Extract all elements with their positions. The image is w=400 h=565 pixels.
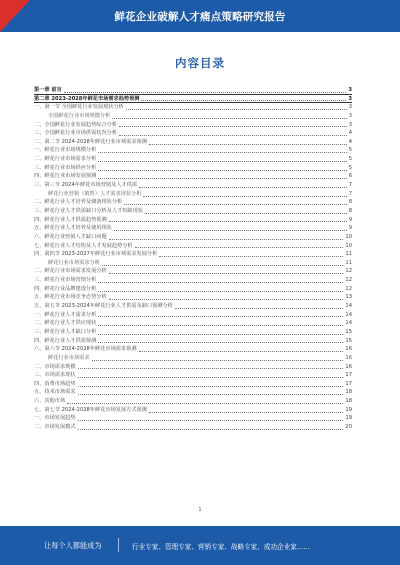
toc-entry-label: 六、其他市场 xyxy=(34,398,66,405)
toc-entry-label: 二、鲜花行业市场需求发展分析 xyxy=(34,268,107,275)
toc-entry-page: 20 xyxy=(345,423,352,430)
toc-entry-label: 一、第一节 全国鲜花行业发展现状分析 xyxy=(34,104,124,111)
toc-entry[interactable] xyxy=(34,181,352,190)
toc-entry[interactable] xyxy=(34,302,352,311)
toc-entry[interactable] xyxy=(34,397,352,406)
toc-leader-dots xyxy=(92,360,344,361)
toc-entry-page: 4 xyxy=(348,130,352,137)
toc-entry-label: 三、鲜花行业人才缺口分析 xyxy=(34,328,97,335)
toc-entry-label: 五、鲜花行业市场竞争态势分析 xyxy=(34,294,107,301)
toc-entry-label: 二、鲜花行业人才培养及储备现状分析 xyxy=(34,199,123,206)
toc-entry-label: 四、鲜花行业人才供需预测 xyxy=(34,337,97,344)
toc-entry[interactable] xyxy=(34,285,352,294)
toc-entry[interactable] xyxy=(34,95,352,104)
toc-entry-label: 六、鲜花行业营销人才缺口问题 xyxy=(34,233,107,240)
toc-entry-label: 一、鲜花行业市场规模分析 xyxy=(34,147,97,154)
toc-entry-page: 14 xyxy=(345,303,352,310)
toc-leader-dots xyxy=(139,187,347,188)
toc-entry[interactable] xyxy=(34,103,352,112)
toc-entry-page: 12 xyxy=(345,285,352,292)
toc-entry-page: 3 xyxy=(348,87,352,93)
toc-entry-label: 二、第二节 2024-2028年鲜花行业市场需求预测 xyxy=(34,138,147,145)
toc-entry[interactable] xyxy=(34,319,352,328)
toc-entry-page: 8 xyxy=(348,207,352,214)
toc-entry-page: 16 xyxy=(345,363,352,370)
toc-entry-page: 5 xyxy=(348,147,352,154)
toc-entry-page: 19 xyxy=(345,406,352,413)
toc-entry[interactable] xyxy=(34,224,352,233)
toc-entry[interactable] xyxy=(34,207,352,216)
toc-entry-page: 9 xyxy=(348,225,352,232)
toc-entry[interactable] xyxy=(34,121,352,130)
toc-entry-page: 12 xyxy=(345,268,352,275)
toc-entry-label: 二、市场需求规模 xyxy=(34,363,76,370)
toc-entry-label: 鲜花行业市场需求分析 xyxy=(48,259,100,266)
toc-leader-dots xyxy=(135,247,344,248)
toc-leader-dots xyxy=(114,230,347,231)
toc-entry-page: 7 xyxy=(348,190,352,197)
toc-leader-dots xyxy=(98,178,346,179)
page-number: 1 xyxy=(198,507,202,513)
toc-entry-label: 三、全国鲜花行业市场供需状况分析 xyxy=(34,130,118,137)
toc-leader-dots xyxy=(145,213,347,214)
toc-entry-page: 15 xyxy=(345,328,352,335)
bottom-banner xyxy=(0,526,400,565)
footer-tagline: 行业专家、管理专家、营销专家、战略专家、成功企业家…… xyxy=(132,543,311,551)
toc-leader-dots xyxy=(98,161,346,162)
toc-leader-dots xyxy=(109,239,344,240)
toc-entry-label: 七、鲜花行业人才结构及人才发展趋势分析 xyxy=(34,242,133,249)
toc-entry-label: 五、鲜花行业人才培养及使用现状 xyxy=(34,225,112,232)
toc-leader-dots xyxy=(98,316,343,317)
toc-entry-page: 16 xyxy=(345,354,352,361)
toc-entry-page: 3 xyxy=(348,104,352,111)
toc-entry[interactable] xyxy=(34,267,352,276)
toc-entry[interactable] xyxy=(34,112,352,121)
toc-entry-label: 四、鲜花行业品牌建设分析 xyxy=(34,285,97,292)
toc-leader-dots xyxy=(98,325,343,326)
toc-leader-dots xyxy=(64,92,347,93)
toc-entry-page: 11 xyxy=(345,259,352,266)
toc-entry[interactable] xyxy=(34,345,352,354)
toc-leader-dots xyxy=(98,334,343,335)
table-of-contents xyxy=(34,86,352,432)
toc-leader-dots xyxy=(119,135,347,136)
toc-entry-label: 二、鲜花行业人才供应现状 xyxy=(34,320,97,327)
toc-entry-page: 17 xyxy=(345,372,352,379)
toc-entry-page: 10 xyxy=(345,242,352,249)
toc-entry-label: 三、市场需求现状 xyxy=(34,372,76,379)
toc-entry-page: 17 xyxy=(345,380,352,387)
toc-entry-label: 鲜花行业营销（销售）人才需求现状分析 xyxy=(48,190,142,197)
toc-entry-label: 二、全国鲜花行业发展趋势综合分析 xyxy=(34,121,118,128)
toc-entry[interactable] xyxy=(34,293,352,302)
toc-entry-label: 七、第七节 2024-2028年鲜花市场发展方式预测 xyxy=(34,406,147,413)
toc-entry-page: 18 xyxy=(345,389,352,396)
footer-divider xyxy=(118,538,119,552)
toc-heading: 内容目录 xyxy=(175,56,225,70)
toc-leader-dots xyxy=(175,308,344,309)
toc-leader-dots xyxy=(78,368,344,369)
toc-entry-label: 四、鲜花行业市场发展预测 xyxy=(34,173,97,180)
toc-entry[interactable] xyxy=(34,233,352,242)
toc-entry[interactable] xyxy=(34,337,352,346)
toc-leader-dots xyxy=(78,420,344,421)
toc-entry-page: 4 xyxy=(348,138,352,145)
toc-entry-label: 五、技术市场需求 xyxy=(34,389,76,396)
toc-leader-dots xyxy=(119,126,347,127)
toc-entry-page: 5 xyxy=(348,156,352,163)
toc-leader-dots xyxy=(149,412,343,413)
toc-entry-page: 16 xyxy=(345,346,352,353)
toc-entry[interactable] xyxy=(34,155,352,164)
toc-entry[interactable] xyxy=(34,354,352,363)
toc-entry[interactable] xyxy=(34,138,352,147)
toc-entry-label: 三、鲜花行业市场供应分析 xyxy=(34,164,97,171)
top-banner xyxy=(0,0,400,32)
toc-leader-dots xyxy=(78,377,344,378)
toc-leader-dots xyxy=(78,394,344,395)
toc-leader-dots xyxy=(159,256,343,257)
toc-entry[interactable] xyxy=(34,406,352,415)
toc-entry-label: 四、第四节 2023-2027年鲜花行业市场需求发展分析 xyxy=(34,251,158,258)
toc-entry-page: 15 xyxy=(345,337,352,344)
toc-leader-dots xyxy=(126,109,347,110)
toc-entry-page: 9 xyxy=(348,216,352,223)
toc-entry[interactable] xyxy=(34,414,352,423)
footer-slogan: 让每个人都能成为 xyxy=(44,541,102,550)
toc-entry[interactable] xyxy=(34,363,352,372)
report-title: 鲜花企业破解人才痛点策略研究报告 xyxy=(114,11,286,23)
toc-leader-dots xyxy=(109,221,347,222)
toc-leader-dots xyxy=(141,100,346,101)
toc-entry-label: 第一章 前言 xyxy=(34,87,62,93)
toc-entry[interactable] xyxy=(34,380,352,389)
toc-entry-label: 一、鲜花行业人才需求分析 xyxy=(34,311,97,318)
toc-leader-dots xyxy=(143,196,346,197)
toc-entry-label: 六、第六节 2024-2028年鲜花市场需求预测 xyxy=(34,346,137,353)
toc-entry-label: 三、鲜花行业人才供需缺口分析及人才短缺现状 xyxy=(34,207,143,214)
toc-leader-dots xyxy=(67,403,343,404)
toc-entry-label: 第二章 2023-2028年鲜花市场需求趋势预测 xyxy=(34,95,140,102)
toc-entry-page: 3 xyxy=(348,112,352,119)
toc-entry-label: 一、市场发展趋势 xyxy=(34,415,76,422)
toc-entry[interactable] xyxy=(34,164,352,173)
toc-entry[interactable] xyxy=(34,146,352,155)
toc-entry[interactable] xyxy=(34,259,352,268)
toc-leader-dots xyxy=(109,273,344,274)
toc-entry[interactable] xyxy=(34,423,352,432)
toc-entry-label: 三、第三节 2024年鲜花市场营销及人才供需 xyxy=(34,182,138,189)
toc-entry[interactable] xyxy=(34,388,352,397)
toc-entry[interactable] xyxy=(34,190,352,199)
toc-leader-dots xyxy=(124,204,346,205)
toc-entry[interactable] xyxy=(34,129,352,138)
toc-entry-page: 3 xyxy=(348,121,352,128)
toc-entry-page: 8 xyxy=(348,199,352,206)
toc-entry[interactable] xyxy=(34,328,352,337)
toc-entry[interactable] xyxy=(34,276,352,285)
toc-leader-dots xyxy=(98,291,343,292)
toc-leader-dots xyxy=(139,351,344,352)
toc-entry[interactable] xyxy=(34,86,352,95)
toc-entry-page: 14 xyxy=(345,320,352,327)
toc-leader-dots xyxy=(98,282,343,283)
toc-entry-page: 3 xyxy=(348,95,352,102)
toc-leader-dots xyxy=(78,429,344,430)
toc-entry-label: 四、鲜花行业人才供需趋势预测 xyxy=(34,216,107,223)
toc-leader-dots xyxy=(102,265,344,266)
toc-leader-dots xyxy=(112,118,346,119)
toc-leader-dots xyxy=(98,152,346,153)
toc-entry-page: 5 xyxy=(348,164,352,171)
toc-entry-page: 6 xyxy=(348,173,352,180)
toc-entry[interactable] xyxy=(34,250,352,259)
toc-leader-dots xyxy=(98,170,346,171)
toc-entry-page: 18 xyxy=(345,398,352,405)
toc-entry-page: 14 xyxy=(345,311,352,318)
toc-leader-dots xyxy=(149,144,347,145)
toc-entry-page: 10 xyxy=(345,233,352,240)
toc-entry[interactable] xyxy=(34,242,352,251)
toc-entry-page: 19 xyxy=(345,415,352,422)
toc-entry-label: 三、鲜花行业市场营销分析 xyxy=(34,277,97,284)
toc-entry-label: 四、消费市场趋势 xyxy=(34,380,76,387)
toc-entry[interactable] xyxy=(34,311,352,320)
toc-entry-label: 全国鲜花行业市场规模分析 xyxy=(48,112,111,119)
toc-leader-dots xyxy=(78,386,344,387)
toc-entry-page: 7 xyxy=(348,182,352,189)
toc-entry-page: 11 xyxy=(345,251,352,258)
toc-entry[interactable] xyxy=(34,198,352,207)
toc-entry-page: 13 xyxy=(345,294,352,301)
toc-entry[interactable] xyxy=(34,371,352,380)
toc-entry-label: 五、第五节 2023-2024年鲜花行业人才供需及缺口预测分析 xyxy=(34,303,173,310)
toc-entry-label: 二、鲜花行业市场需求分析 xyxy=(34,156,97,163)
toc-entry[interactable] xyxy=(34,172,352,181)
toc-leader-dots xyxy=(98,342,343,343)
toc-entry-label: 二、市场发展模式 xyxy=(34,423,76,430)
toc-entry[interactable] xyxy=(34,216,352,225)
toc-leader-dots xyxy=(109,299,344,300)
toc-entry-label: 鲜花行业市场需求 xyxy=(48,354,90,361)
toc-entry-page: 12 xyxy=(345,277,352,284)
